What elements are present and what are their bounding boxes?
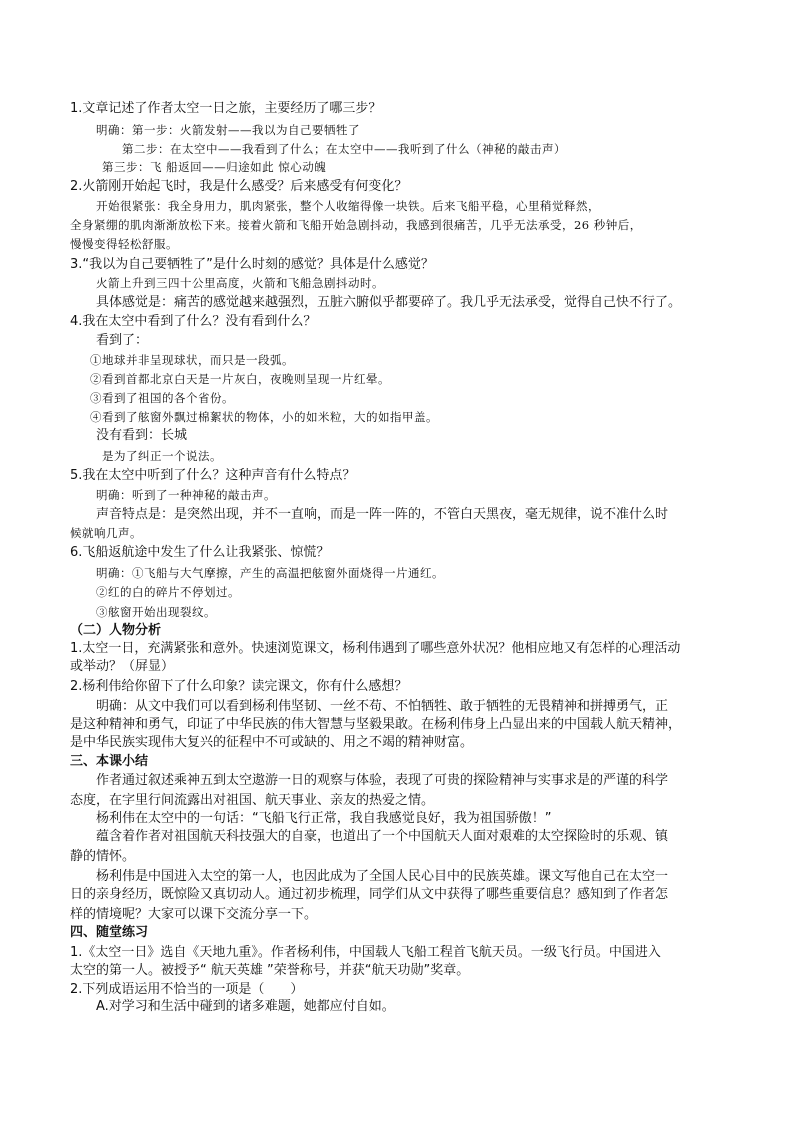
text-line: 是为了纠正一个说法。 — [102, 449, 222, 463]
text-line: 明确：从文中我们可以看到杨利伟坚韧、一丝不苟、不怕牺牲、敢于牺牲的无畏精神和拼搏勇气，正 — [96, 699, 669, 714]
text-line: 作者通过叙述乘神五到太空遨游一日的观察与体验，表现了可贵的探险精神与实事求是的严谨的科学 — [96, 773, 669, 788]
text-line: 5.我在太空中听到了什么？这种声音有什么特点？ — [70, 468, 356, 483]
text-line: 态度，在字里行间流露出对祖国、航天事业、亲友的热爱之情。 — [70, 793, 435, 808]
text-line: 2.下列成语运用不恰当的一项是（ ） — [70, 982, 304, 997]
text-line: 第三步：飞 船返回——归途如此 惊心动魄 — [102, 160, 327, 174]
text-line: 是这种精神和勇气，印证了中华民族的伟大智慧与坚毅果敢。在杨利伟身上凸显出来的中国载人航天精神， — [70, 717, 682, 732]
text-line: 3.“我以为自己要牺牲了”是什么时刻的感觉？具体是什么感觉？ — [70, 257, 434, 272]
text-line: 候就响几声。 — [70, 526, 142, 540]
section-heading: 四、随堂练习 — [70, 925, 149, 940]
text-line: 太空的第一人。被授予“ 航天英雄 ”荣誉称号，并获“航天功勋”奖章。 — [70, 963, 470, 978]
text-line: 全身紧绷的肌肉渐渐放松下来。接着火箭和飞船开始急剧抖动，我感到很痛苦，几乎无法承受，26 秒钟后， — [70, 218, 642, 232]
text-line: 没有看到：长城 — [96, 428, 188, 443]
text-line: ②红的白的碎片不停划过。 — [96, 585, 240, 599]
text-line: A.对学习和生活中碰到的诸多难题，她都应付自如。 — [96, 999, 395, 1014]
text-line: 慢慢变得轻松舒服。 — [70, 237, 178, 251]
text-line: 第二步：在太空中——我看到了什么；在太空中——我听到了什么（神秘的敲击声） — [122, 142, 566, 156]
section-heading: 三、本课小结 — [70, 754, 149, 769]
text-line: 开始很紧张：我全身用力，肌肉紧张，整个人收缩得像一块铁。后来飞船平稳，心里稍觉释然， — [96, 199, 600, 213]
text-line: 或举动？（屏显） — [70, 659, 175, 674]
text-line: 静的情怀。 — [70, 849, 136, 864]
text-line: 具体感觉是：痛苦的感觉越来越强烈，五脏六腑似乎都要碎了。我几乎无法承受，觉得自己快不行了。 — [96, 295, 682, 310]
text-line: 是中华民族实现伟大复兴的征程中不可或缺的、用之不竭的精神财富。 — [70, 735, 474, 750]
text-line: ②看到首都北京白天是一片灰白，夜晚则呈现一片红晕。 — [90, 372, 390, 386]
text-line: ③看到了祖国的各个省份。 — [90, 391, 234, 405]
text-line: 杨利伟在太空中的一句话：“飞船飞行正常，我自我感觉良好，我为祖国骄傲！” — [96, 811, 552, 826]
text-line: 看到了： — [96, 333, 149, 348]
text-line: 明确：听到了一种神秘的敲击声。 — [96, 488, 276, 502]
text-line: ①地球并非呈现球状，而只是一段弧。 — [90, 353, 294, 367]
text-line: 2.杨利伟给你留下了什么印象？读完课文，你有什么感想？ — [70, 679, 408, 694]
text-line: 1.太空一日，充满紧张和意外。快速浏览课文，杨利伟遇到了哪些意外状况？他相应地又有怎样的心理活动 — [70, 641, 681, 656]
text-line: 1.《太空一日》选自《天地九重》。作者杨利伟，中国载人飞船工程首飞航天员。一级飞行员。中国进入 — [70, 945, 661, 960]
text-line: 1.文章记述了作者太空一日之旅，主要经历了哪三步？ — [70, 101, 382, 116]
text-line: 日的亲身经历，既惊险又真切动人。通过初步梳理，同学们从文中获得了哪些重要信息？感知到了作者怎 — [70, 887, 669, 902]
text-line: 样的情境呢？大家可以课下交流分享一下。 — [70, 907, 318, 922]
text-line: 6.飞船返航途中发生了什么让我紧张、惊慌？ — [70, 545, 330, 560]
text-line: 2.火箭刚开始起飞时，我是什么感受？后来感受有何变化？ — [70, 179, 408, 194]
section-heading: （二）人物分析 — [70, 623, 162, 638]
text-line: 明确：①飞船与大气摩擦，产生的高温把舷窗外面烧得一片通红。 — [96, 566, 444, 580]
text-line: ③舷窗开始出现裂纹。 — [96, 605, 216, 619]
text-line: 杨利伟是中国进入太空的第一人，也因此成为了全国人民心目中的民族英雄。课文写他自己在太空一 — [96, 869, 669, 884]
text-line: 4.我在太空中看到了什么？没有看到什么？ — [70, 314, 317, 329]
text-line: 火箭上升到三四十公里高度，火箭和飞船急剧抖动时。 — [96, 276, 384, 290]
text-line: 蕴含着作者对祖国航天科技强大的自豪，也道出了一个中国航天人面对艰难的太空探险时的乐观、镇 — [96, 829, 669, 844]
text-line: 声音特点是：是突然出现，并不一直响，而是一阵一阵的，不管白天黑夜，毫无规律，说不准什么时 — [96, 507, 669, 522]
text-line: 明确：第一步：火箭发射——我以为自己要牺牲了 — [96, 123, 360, 137]
text-line: ④看到了舷窗外飘过棉絮状的物体，小的如米粒，大的如指甲盖。 — [90, 410, 438, 424]
